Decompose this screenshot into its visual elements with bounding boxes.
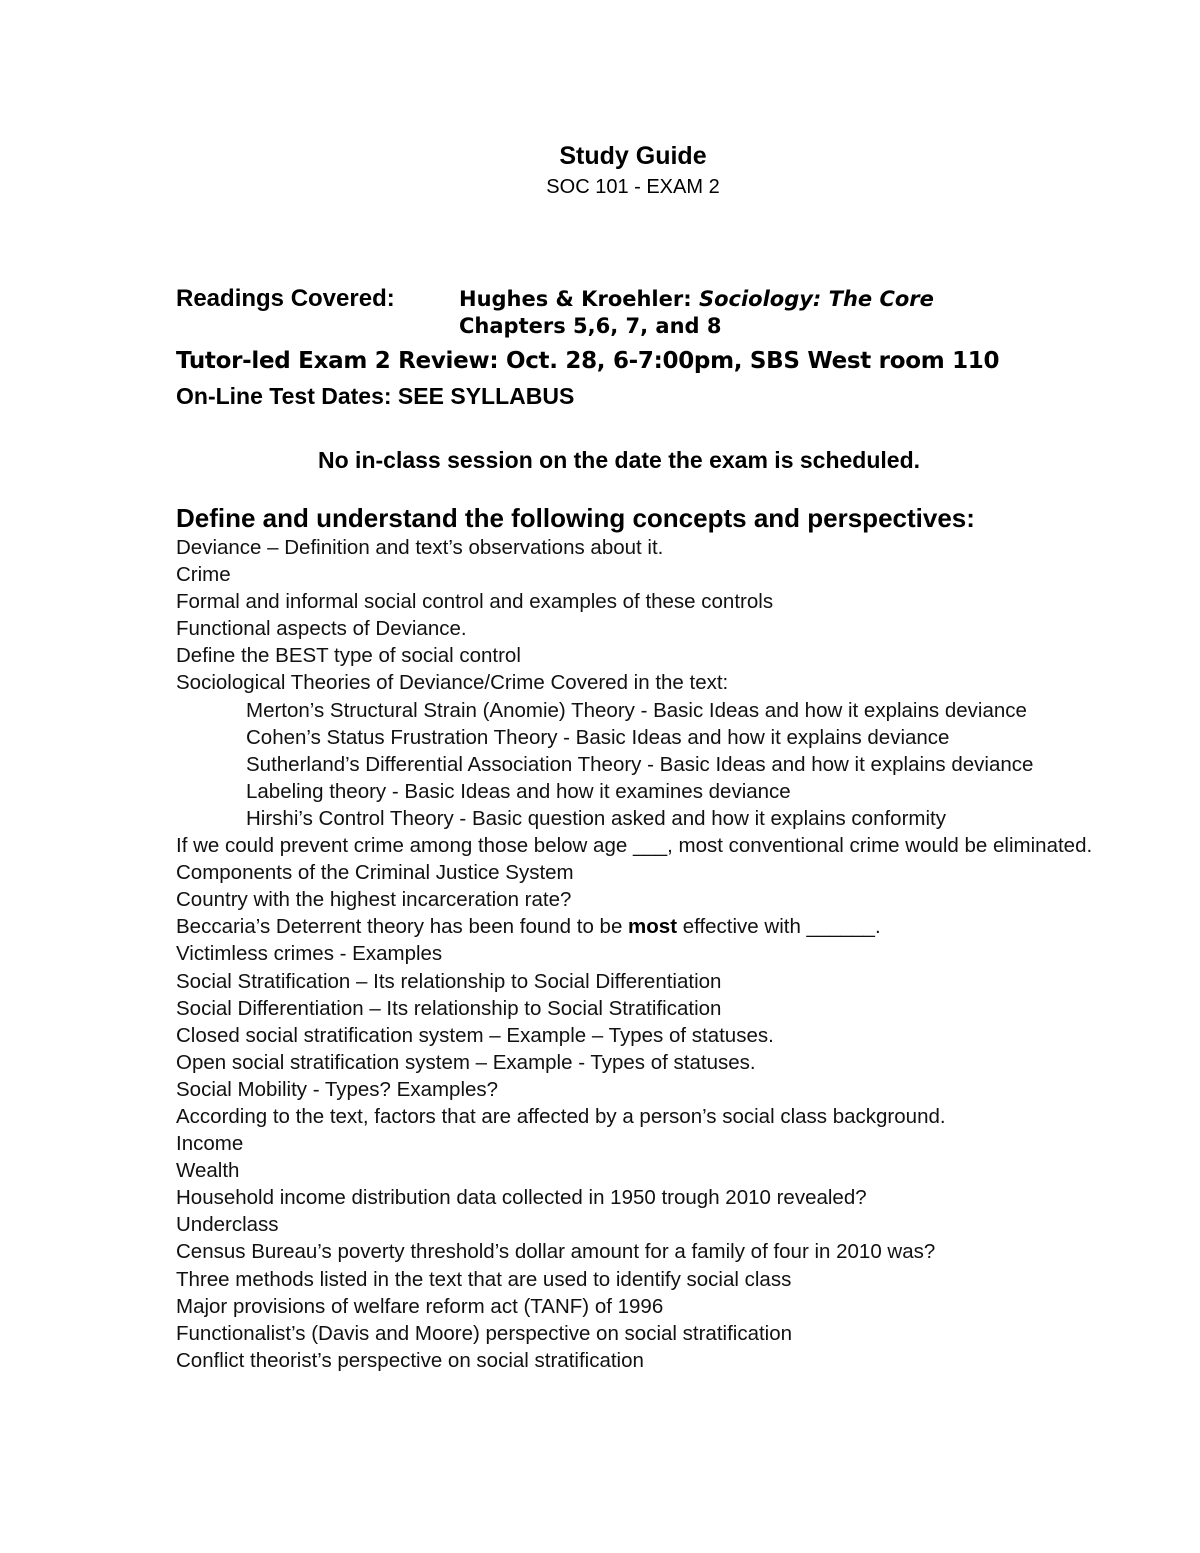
concept-item: Major provisions of welfare reform act (TANF) of 1996: [176, 1294, 664, 1318]
concept-item: Social Stratification – Its relationship to Social Differentiation: [176, 969, 722, 993]
concept-emphasis: most: [628, 915, 678, 939]
document-subtitle: SOC 101 - EXAM 2: [546, 176, 720, 198]
concept-item: Social Mobility - Types? Examples?: [176, 1077, 499, 1101]
concept-item: Victimless crimes - Examples: [176, 942, 443, 966]
concept-text: effective with ______.: [677, 915, 881, 939]
readings-label: Readings Covered:: [176, 285, 395, 312]
readings-book-title: Sociology: The Core: [698, 287, 934, 311]
theory-item: Sutherland’s Differential Association Theory - Basic Ideas and how it explains deviance: [246, 752, 1034, 776]
readings-authors: Hughes & Kroehler:: [459, 287, 699, 311]
concept-item: [176, 913, 1166, 940]
concept-item: Underclass: [176, 1213, 279, 1237]
concept-text: Beccaria’s Deterrent theory has been found to be: [176, 915, 629, 939]
concept-item: Census Bureau’s poverty threshold’s dollar amount for a family of four in 2010 was?: [176, 1240, 936, 1264]
theory-item: Hirshi’s Control Theory - Basic question asked and how it explains conformity: [246, 806, 946, 830]
concept-item: Deviance – Definition and text’s observations about it.: [176, 536, 664, 559]
concept-item: If we could prevent crime among those below age ___, most conventional crime would be eliminated.: [176, 834, 1093, 858]
concept-item: Functional aspects of Deviance.: [176, 617, 467, 641]
readings-chapters: Chapters 5,6, 7, and 8: [459, 314, 722, 338]
document-title: Study Guide: [559, 142, 707, 170]
concept-item: Household income distribution data collected in 1950 trough 2010 revealed?: [176, 1186, 867, 1210]
concept-item: Sociological Theories of Deviance/Crime Covered in the text:: [176, 671, 729, 695]
concept-item: Crime: [176, 563, 231, 587]
readings-value: [459, 286, 934, 340]
theory-item: Labeling theory - Basic Ideas and how it examines deviance: [246, 779, 791, 803]
no-class-notice: No in-class session on the date the exam is scheduled.: [318, 447, 921, 473]
theory-item: Merton’s Structural Strain (Anomie) Theory - Basic Ideas and how it explains deviance: [246, 698, 1027, 722]
concept-item: Wealth: [176, 1159, 240, 1183]
concept-item: Functionalist’s (Davis and Moore) perspective on social stratification: [176, 1321, 793, 1345]
concept-item: Country with the highest incarceration rate?: [176, 888, 572, 912]
review-session: Tutor-led Exam 2 Review: Oct. 28, 6-7:00pm, SBS West room 110: [176, 348, 1000, 374]
concept-item: Formal and informal social control and examples of these controls: [176, 590, 774, 614]
online-test-dates: On-Line Test Dates: SEE SYLLABUS: [176, 383, 575, 409]
concept-item: Define the BEST type of social control: [176, 644, 521, 668]
concept-item: Income: [176, 1132, 244, 1156]
concept-item: Three methods listed in the text that are used to identify social class: [176, 1267, 792, 1291]
concept-item: According to the text, factors that are affected by a person’s social class background.: [176, 1104, 946, 1128]
concept-item: Social Differentiation – Its relationship to Social Stratification: [176, 996, 722, 1020]
theory-item: Cohen’s Status Frustration Theory - Basic Ideas and how it explains deviance: [246, 725, 950, 749]
concepts-list: [176, 534, 1166, 1374]
concept-item: Components of the Criminal Justice System: [176, 861, 574, 885]
concept-item: Open social stratification system – Example - Types of statuses.: [176, 1050, 756, 1074]
concept-item: Conflict theorist’s perspective on social stratification: [176, 1348, 644, 1372]
concepts-heading: Define and understand the following concepts and perspectives:: [176, 503, 975, 533]
concept-item: Closed social stratification system – Example – Types of statuses.: [176, 1023, 774, 1047]
